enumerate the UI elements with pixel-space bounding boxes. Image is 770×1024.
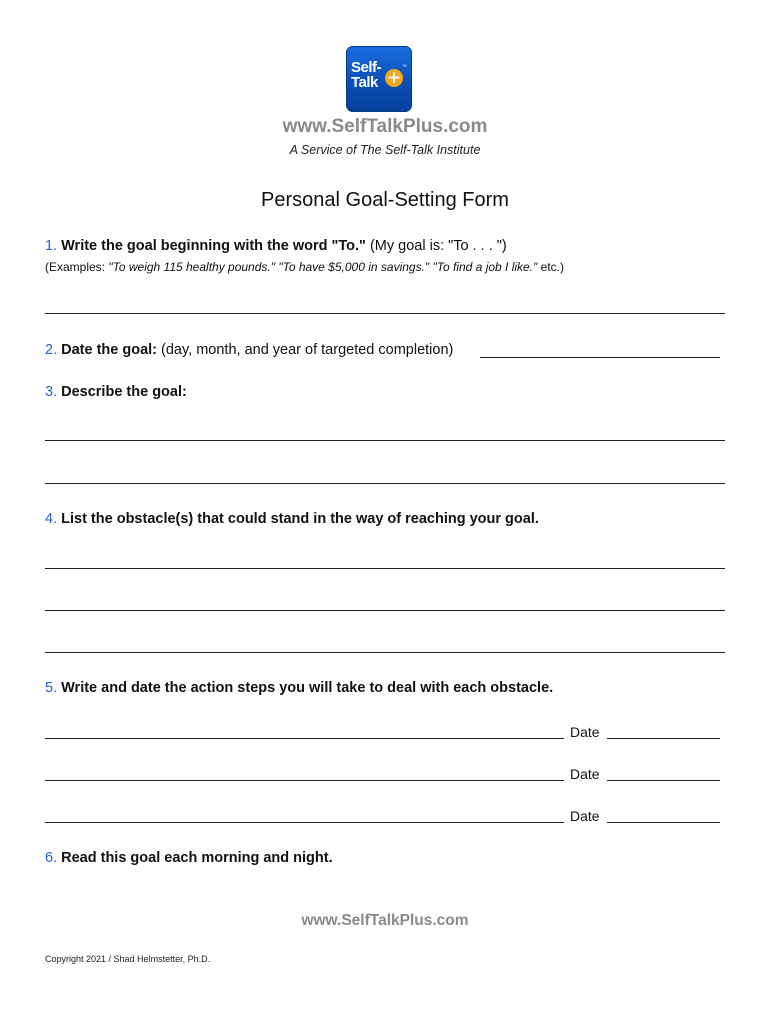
question-number: 5.: [45, 680, 58, 696]
question-6: [45, 850, 333, 866]
goal-date-line[interactable]: [480, 357, 720, 358]
trademark-mark: ™: [402, 64, 407, 70]
question-number: 1.: [45, 238, 58, 254]
question-text: Write the goal beginning with the word "To.": [61, 238, 366, 254]
question-text: List the obstacle(s) that could stand in the way of reaching your goal.: [61, 511, 539, 527]
examples-suffix: etc.): [537, 260, 564, 274]
question-text: Date the goal:: [61, 342, 157, 358]
date-label: Date: [570, 724, 600, 740]
footer-url[interactable]: www.SelfTalkPlus.com: [301, 912, 469, 929]
obstacle-line-2[interactable]: [45, 610, 725, 611]
plus-icon: +: [386, 68, 402, 88]
date-label: Date: [570, 808, 600, 824]
examples-prefix: (Examples:: [45, 260, 109, 274]
examples-text: [45, 260, 564, 274]
copyright: Copyright 2021 / Shad Helmstetter, Ph.D.: [45, 954, 211, 964]
logo-line-self: Self-: [351, 59, 382, 76]
logo-text: [351, 60, 381, 90]
question-text: Read this goal each morning and night.: [61, 850, 333, 866]
question-1: [45, 238, 507, 254]
question-number: 3.: [45, 384, 58, 400]
date-label: Date: [570, 766, 600, 782]
describe-line-1[interactable]: [45, 440, 725, 441]
question-number: 4.: [45, 511, 58, 527]
logo-line-talk: Talk: [351, 74, 378, 91]
question-number: 6.: [45, 850, 58, 866]
question-hint: (day, month, and year of targeted completion): [161, 342, 454, 358]
question-4: [45, 511, 539, 527]
question-3: [45, 384, 187, 400]
question-5: [45, 680, 553, 696]
question-text: Write and date the action steps you will take to deal with each obstacle.: [61, 680, 554, 696]
selftalk-logo: [346, 46, 412, 112]
describe-line-2[interactable]: [45, 483, 725, 484]
page-title: Personal Goal-Setting Form: [261, 189, 509, 211]
examples-list: "To weigh 115 healthy pounds." "To have $5,000 in savings." "To find a job I like.": [108, 260, 538, 274]
action-step-line-3[interactable]: [45, 822, 564, 823]
question-2: [45, 342, 453, 358]
question-hint: (My goal is: "To . . . "): [369, 238, 507, 254]
service-tagline: A Service of The Self-Talk Institute: [289, 143, 481, 157]
site-url[interactable]: www.SelfTalkPlus.com: [282, 116, 488, 137]
obstacle-line-1[interactable]: [45, 568, 725, 569]
goal-answer-line[interactable]: [45, 313, 725, 314]
obstacle-line-3[interactable]: [45, 652, 725, 653]
question-text: Describe the goal:: [61, 384, 187, 400]
action-date-line-1[interactable]: [607, 738, 720, 739]
action-date-line-3[interactable]: [607, 822, 720, 823]
action-step-line-1[interactable]: [45, 738, 564, 739]
question-number: 2.: [45, 342, 58, 358]
action-date-line-2[interactable]: [607, 780, 720, 781]
action-step-line-2[interactable]: [45, 780, 564, 781]
